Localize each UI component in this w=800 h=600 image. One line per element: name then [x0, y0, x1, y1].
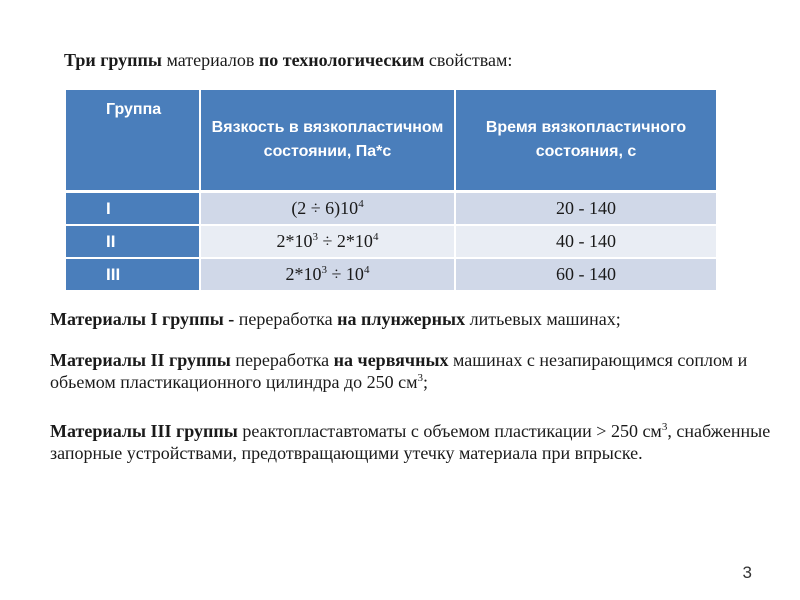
- cell-time: 60 - 140: [456, 259, 716, 292]
- title-text-1: материалов: [161, 50, 259, 70]
- table-row: [66, 259, 716, 292]
- cell-group: II: [66, 226, 201, 259]
- title-bold-1: Три группы: [64, 50, 162, 70]
- table-row: [66, 226, 716, 259]
- cell-group: I: [66, 193, 201, 226]
- header-group: Группа: [66, 90, 201, 193]
- paragraph-group-2: Материалы II группы переработка на червячных машинах с незапирающимся соплом и обьемом пластикационного цилиндра до 250 $см^3$;: [50, 350, 748, 392]
- table-row: [66, 193, 716, 226]
- table-header-row: [66, 90, 716, 193]
- cell-viscosity: $2*10^3 \div 2*10^4$: [201, 226, 456, 259]
- materials-table: [66, 90, 716, 292]
- cell-time: 40 - 140: [456, 226, 716, 259]
- slide-title: [64, 50, 512, 71]
- title-bold-2: по технологическим: [258, 50, 425, 70]
- cell-viscosity: $2*10^3 \div 10^4$: [201, 259, 456, 292]
- paragraph-group-3: Материалы III группы реактопластавтоматы с объемом пластикации > 250 $см^3$, снабженные запорные устройствами, предотвращающими утечку материала при впрыске.: [50, 421, 771, 463]
- cell-viscosity: $(2 \div 6)10^4$: [201, 193, 456, 226]
- header-time: Время вязкопластичного состояния, с: [456, 90, 716, 193]
- page-number: 3: [742, 563, 752, 582]
- paragraph-group-1: Материалы I группы - переработка на плунжерных литьевых машинах;: [50, 309, 621, 329]
- cell-group: III: [66, 259, 201, 292]
- header-viscosity: Вязкость в вязкопластичном состоянии, Па*с: [201, 90, 456, 193]
- cell-time: 20 - 140: [456, 193, 716, 226]
- title-text-2: свойствам:: [424, 50, 513, 70]
